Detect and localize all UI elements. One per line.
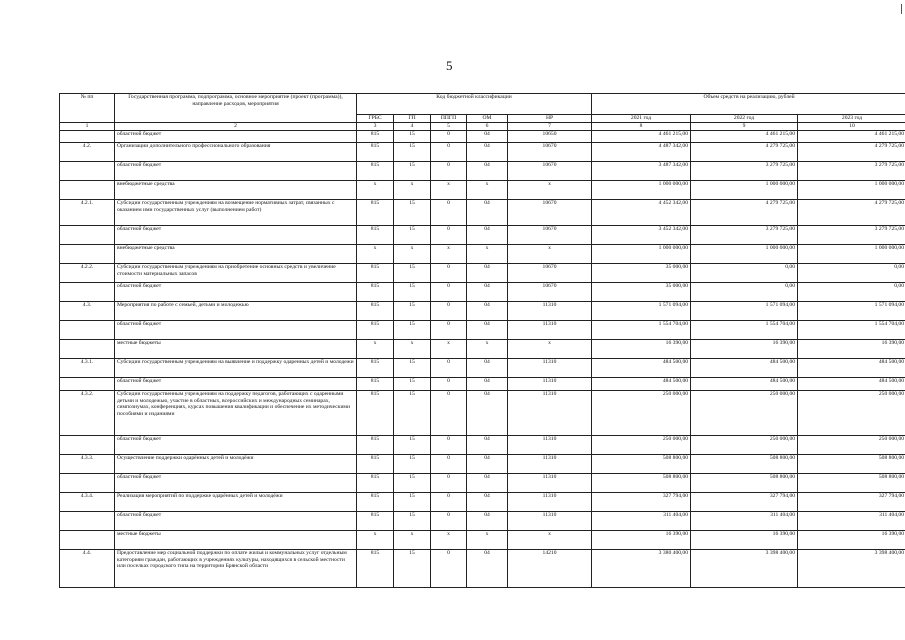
table-row	[60, 340, 905, 359]
code-ppgp: х	[431, 245, 467, 264]
code-nr: 11310	[508, 302, 592, 321]
row-name: областной бюджет	[115, 131, 357, 143]
row-name: Субсидии государственным учреждениям на поддержку педагогов, работающих с одаренными детьми и молодежью, участие в областных, всероссийских и международных семинарах, симпозиумах, конференциях, курсах повышения квалификации и обеспечение их методическими пособиями и изданиями	[115, 391, 357, 436]
column-number: 1	[60, 123, 115, 131]
code-gp: 15	[394, 321, 431, 340]
row-number	[60, 474, 115, 493]
row-number: 4.3.3.	[60, 455, 115, 474]
row-name: внебюджетные средства	[115, 245, 357, 264]
amount-2023: 1 554 704,00	[798, 321, 905, 340]
code-om: 04	[467, 436, 508, 455]
column-number: 3	[357, 123, 394, 131]
amount-2023: 508 800,00	[798, 455, 905, 474]
amount-2022: 484 500,00	[691, 378, 798, 391]
code-gp: 15	[394, 264, 431, 283]
amount-2023: 0,00	[798, 283, 905, 302]
code-header-grbs: ГРБС	[357, 115, 394, 123]
budget-table	[59, 93, 905, 588]
row-name: Субсидии государственным учреждениям на возмещение нормативных затрат, связанных с оказанием ими государственных услуг (выполнением работ)	[115, 200, 357, 226]
code-ppgp: 0	[431, 302, 467, 321]
amount-2022: 1 000 000,00	[691, 181, 798, 200]
code-om: х	[467, 181, 508, 200]
amount-2022: 1 571 094,00	[691, 302, 798, 321]
row-number	[60, 340, 115, 359]
code-gp: 15	[394, 391, 431, 436]
amount-2021: 484 500,00	[592, 359, 691, 378]
amount-2023: 250 000,00	[798, 391, 905, 436]
code-nr: 11310	[508, 359, 592, 378]
table-row	[60, 245, 905, 264]
column-number: 10	[798, 123, 905, 131]
code-gp: х	[394, 340, 431, 359]
code-nr: х	[508, 340, 592, 359]
table-row	[60, 391, 905, 436]
code-om: 04	[467, 302, 508, 321]
code-grbs: 815	[357, 143, 394, 162]
code-gp: х	[394, 181, 431, 200]
amount-2023: 484 500,00	[798, 378, 905, 391]
code-ppgp: 0	[431, 436, 467, 455]
table-row	[60, 493, 905, 512]
col-name-header: Государственная программа, подпрограмма, основное мероприятие (проект (программа)), направление расходов, мероприятия	[115, 94, 357, 123]
row-name: Мероприятия по работе с семьей, детьми и молодежью	[115, 302, 357, 321]
amount-2021: 4 487 342,00	[592, 143, 691, 162]
row-number	[60, 131, 115, 143]
row-name: областной бюджет	[115, 474, 357, 493]
amount-2022: 311 404,00	[691, 512, 798, 531]
column-number: 9	[691, 123, 798, 131]
row-name: Осуществление поддержки одарённых детей и молодёжи	[115, 455, 357, 474]
amount-2021: 4 461 215,00	[592, 131, 691, 143]
amount-2023: 16 390,00	[798, 531, 905, 550]
code-nr: 11310	[508, 436, 592, 455]
row-name: областной бюджет	[115, 162, 357, 181]
amount-2021: 311 404,00	[592, 512, 691, 531]
amount-group-header: Объем средств на реализацию, рублей	[592, 94, 905, 115]
column-number: 2	[115, 123, 357, 131]
code-nr: х	[508, 181, 592, 200]
code-nr: 10670	[508, 226, 592, 245]
row-number	[60, 378, 115, 391]
code-grbs: 815	[357, 436, 394, 455]
amount-2021: 484 500,00	[592, 378, 691, 391]
amount-2022: 484 500,00	[691, 359, 798, 378]
code-gp: 15	[394, 474, 431, 493]
amount-2023: 1 000 000,00	[798, 245, 905, 264]
amount-2023: 3 279 725,00	[798, 162, 905, 181]
code-om: 04	[467, 321, 508, 340]
table-row	[60, 550, 905, 588]
code-nr: 10670	[508, 143, 592, 162]
table-row	[60, 162, 905, 181]
amount-2022: 4 461 215,00	[691, 131, 798, 143]
row-name: внебюджетные средства	[115, 181, 357, 200]
code-ppgp: 0	[431, 283, 467, 302]
table-header	[60, 94, 905, 131]
amount-2023: 484 500,00	[798, 359, 905, 378]
amount-2022: 250 000,00	[691, 391, 798, 436]
table-row	[60, 321, 905, 340]
row-name: областной бюджет	[115, 512, 357, 531]
table-row	[60, 378, 905, 391]
amount-2021: 508 800,00	[592, 474, 691, 493]
amount-2022: 3 279 725,00	[691, 226, 798, 245]
code-ppgp: 0	[431, 391, 467, 436]
code-ppgp: 0	[431, 378, 467, 391]
row-number	[60, 162, 115, 181]
code-ppgp: 0	[431, 264, 467, 283]
code-nr: 11310	[508, 321, 592, 340]
code-grbs: 815	[357, 550, 394, 588]
code-grbs: х	[357, 245, 394, 264]
code-gp: х	[394, 245, 431, 264]
code-grbs: 815	[357, 283, 394, 302]
code-nr: 10650	[508, 131, 592, 143]
code-ppgp: х	[431, 531, 467, 550]
code-grbs: 815	[357, 391, 394, 436]
table-row	[60, 226, 905, 245]
code-gp: 15	[394, 512, 431, 531]
code-gp: 15	[394, 455, 431, 474]
amount-2021: 1 571 094,00	[592, 302, 691, 321]
amount-2023: 3 398 400,00	[798, 550, 905, 588]
row-name: Предоставление мер социальной поддержки по оплате жилья и коммунальных услуг отдельным категориям граждан, работающих в учреждениях культуры, находящихся в сельской местности или поселках городского типа на территории Брянской области	[115, 550, 357, 588]
code-gp: 15	[394, 162, 431, 181]
row-number	[60, 226, 115, 245]
code-ppgp: х	[431, 340, 467, 359]
row-name: Субсидии государственным учреждениям на приобретение основных средств и увеличение стоимости материальных запасов	[115, 264, 357, 283]
amount-2022: 3 279 725,00	[691, 162, 798, 181]
column-number: 6	[467, 123, 508, 131]
table-row	[60, 302, 905, 321]
row-number: 4.3.	[60, 302, 115, 321]
code-nr: х	[508, 245, 592, 264]
amount-2022: 1 000 000,00	[691, 245, 798, 264]
code-gp: х	[394, 531, 431, 550]
row-number	[60, 283, 115, 302]
code-om: 04	[467, 455, 508, 474]
column-numbers-row	[60, 123, 905, 131]
amount-2022: 4 279 725,00	[691, 143, 798, 162]
code-om: 04	[467, 550, 508, 588]
column-number: 4	[394, 123, 431, 131]
row-number	[60, 245, 115, 264]
row-name: областной бюджет	[115, 283, 357, 302]
code-om: 04	[467, 391, 508, 436]
table-row	[60, 131, 905, 143]
amount-2023: 1 000 000,00	[798, 181, 905, 200]
code-ppgp: 0	[431, 455, 467, 474]
code-grbs: 815	[357, 321, 394, 340]
table-row	[60, 143, 905, 162]
scan-edge-mark	[901, 4, 902, 14]
code-gp: 15	[394, 550, 431, 588]
column-number: 8	[592, 123, 691, 131]
code-ppgp: 0	[431, 493, 467, 512]
year-header-2021: 2021 год	[592, 115, 691, 123]
code-om: 04	[467, 200, 508, 226]
table-row	[60, 200, 905, 226]
amount-2021: 35 000,00	[592, 283, 691, 302]
code-om: 04	[467, 162, 508, 181]
row-name: местные бюджеты	[115, 340, 357, 359]
code-nr: 11310	[508, 512, 592, 531]
table-row	[60, 455, 905, 474]
amount-2021: 3 380 400,00	[592, 550, 691, 588]
code-nr: 10670	[508, 264, 592, 283]
row-name: областной бюджет	[115, 226, 357, 245]
amount-2023: 4 461 215,00	[798, 131, 905, 143]
code-gp: 15	[394, 302, 431, 321]
table-row	[60, 181, 905, 200]
code-grbs: 815	[357, 264, 394, 283]
code-grbs: 815	[357, 455, 394, 474]
code-ppgp: 0	[431, 226, 467, 245]
year-header-2023: 2023 год	[798, 115, 905, 123]
code-ppgp: 0	[431, 321, 467, 340]
amount-2021: 250 000,00	[592, 391, 691, 436]
amount-2022: 1 554 704,00	[691, 321, 798, 340]
row-name: Организации дополнительного профессионального образования	[115, 143, 357, 162]
table-row	[60, 436, 905, 455]
code-gp: 15	[394, 143, 431, 162]
code-ppgp: 0	[431, 200, 467, 226]
code-nr: 11310	[508, 493, 592, 512]
row-name: областной бюджет	[115, 436, 357, 455]
row-number	[60, 531, 115, 550]
code-grbs: 815	[357, 131, 394, 143]
code-om: 04	[467, 512, 508, 531]
amount-2022: 0,00	[691, 283, 798, 302]
table-row	[60, 264, 905, 283]
table-row	[60, 474, 905, 493]
col-num-header: № пп	[60, 94, 115, 123]
code-om: 04	[467, 143, 508, 162]
amount-2022: 3 398 400,00	[691, 550, 798, 588]
code-gp: 15	[394, 359, 431, 378]
row-number	[60, 512, 115, 531]
code-grbs: 815	[357, 200, 394, 226]
amount-2023: 1 571 094,00	[798, 302, 905, 321]
code-nr: 10670	[508, 200, 592, 226]
amount-2021: 1 554 704,00	[592, 321, 691, 340]
code-grbs: х	[357, 340, 394, 359]
row-name: Субсидии государственным учреждениям на выявление и поддержку одаренных детей и молодежи	[115, 359, 357, 378]
amount-2022: 0,00	[691, 264, 798, 283]
code-gp: 15	[394, 378, 431, 391]
code-om: 04	[467, 131, 508, 143]
code-header-nr: НР	[508, 115, 592, 123]
amount-2023: 4 279 725,00	[798, 200, 905, 226]
code-om: х	[467, 340, 508, 359]
code-gp: 15	[394, 436, 431, 455]
amount-2022: 16 390,00	[691, 531, 798, 550]
amount-2021: 16 390,00	[592, 531, 691, 550]
row-name: местные бюджеты	[115, 531, 357, 550]
code-gp: 15	[394, 283, 431, 302]
amount-2022: 508 800,00	[691, 455, 798, 474]
amount-2023: 16 390,00	[798, 340, 905, 359]
code-nr: 11310	[508, 455, 592, 474]
code-grbs: х	[357, 531, 394, 550]
row-number: 4.3.1.	[60, 359, 115, 378]
row-number: 4.2.1.	[60, 200, 115, 226]
code-nr: 11310	[508, 391, 592, 436]
amount-2021: 250 000,00	[592, 436, 691, 455]
row-number: 4.4.	[60, 550, 115, 588]
code-ppgp: 0	[431, 550, 467, 588]
code-om: 04	[467, 226, 508, 245]
amount-2021: 16 390,00	[592, 340, 691, 359]
row-number: 4.3.2.	[60, 391, 115, 436]
code-om: 04	[467, 264, 508, 283]
row-number: 4.2.	[60, 143, 115, 162]
row-name: Реализация мероприятий по поддержке одарённых детей и молодёжи	[115, 493, 357, 512]
column-number: 5	[431, 123, 467, 131]
amount-2021: 3 487 342,00	[592, 162, 691, 181]
year-header-2022: 2022 год	[691, 115, 798, 123]
budget-code-group-header: Код бюджетной классификации	[357, 94, 592, 115]
code-ppgp: 0	[431, 512, 467, 531]
code-nr: 11310	[508, 378, 592, 391]
amount-2022: 16 390,00	[691, 340, 798, 359]
code-om: 04	[467, 474, 508, 493]
amount-2023: 311 404,00	[798, 512, 905, 531]
column-number: 7	[508, 123, 592, 131]
row-name: областной бюджет	[115, 321, 357, 340]
code-om: х	[467, 245, 508, 264]
amount-2021: 327 794,00	[592, 493, 691, 512]
code-gp: 15	[394, 493, 431, 512]
code-header-om: ОМ	[467, 115, 508, 123]
code-header-ppgp: ППГП	[431, 115, 467, 123]
code-om: 04	[467, 283, 508, 302]
row-number: 4.2.2.	[60, 264, 115, 283]
code-grbs: 815	[357, 378, 394, 391]
table-row	[60, 512, 905, 531]
code-ppgp: 0	[431, 474, 467, 493]
amount-2023: 508 800,00	[798, 474, 905, 493]
code-ppgp: 0	[431, 162, 467, 181]
code-nr: 11310	[508, 474, 592, 493]
row-number	[60, 181, 115, 200]
amount-2023: 3 279 725,00	[798, 226, 905, 245]
code-gp: 15	[394, 226, 431, 245]
amount-2023: 327 794,00	[798, 493, 905, 512]
code-gp: 15	[394, 200, 431, 226]
code-ppgp: 0	[431, 131, 467, 143]
code-header-gp: ГП	[394, 115, 431, 123]
row-name: областной бюджет	[115, 378, 357, 391]
amount-2022: 250 000,00	[691, 436, 798, 455]
code-om: 04	[467, 378, 508, 391]
code-grbs: 815	[357, 162, 394, 181]
amount-2022: 4 279 725,00	[691, 200, 798, 226]
code-om: 04	[467, 359, 508, 378]
code-gp: 15	[394, 131, 431, 143]
amount-2022: 508 800,00	[691, 474, 798, 493]
amount-2023: 250 000,00	[798, 436, 905, 455]
code-nr: х	[508, 531, 592, 550]
code-nr: 10670	[508, 283, 592, 302]
amount-2021: 1 000 000,00	[592, 181, 691, 200]
code-grbs: 815	[357, 359, 394, 378]
code-om: х	[467, 531, 508, 550]
code-nr: 14210	[508, 550, 592, 588]
code-grbs: 815	[357, 512, 394, 531]
row-number	[60, 436, 115, 455]
amount-2023: 4 279 725,00	[798, 143, 905, 162]
amount-2021: 1 000 000,00	[592, 245, 691, 264]
amount-2021: 4 452 342,00	[592, 200, 691, 226]
amount-2021: 3 452 342,00	[592, 226, 691, 245]
code-grbs: 815	[357, 302, 394, 321]
amount-2021: 35 000,00	[592, 264, 691, 283]
code-ppgp: х	[431, 181, 467, 200]
table-row	[60, 531, 905, 550]
code-ppgp: 0	[431, 143, 467, 162]
table-row	[60, 283, 905, 302]
code-grbs: 815	[357, 226, 394, 245]
amount-2023: 0,00	[798, 264, 905, 283]
code-grbs: 815	[357, 493, 394, 512]
code-nr: 10670	[508, 162, 592, 181]
amount-2022: 327 794,00	[691, 493, 798, 512]
row-number	[60, 321, 115, 340]
page-number: 5	[446, 58, 453, 73]
code-ppgp: 0	[431, 359, 467, 378]
code-grbs: 815	[357, 474, 394, 493]
table-body	[60, 131, 905, 588]
table-row	[60, 359, 905, 378]
row-number: 4.3.4.	[60, 493, 115, 512]
code-om: 04	[467, 493, 508, 512]
amount-2021: 508 800,00	[592, 455, 691, 474]
code-grbs: х	[357, 181, 394, 200]
